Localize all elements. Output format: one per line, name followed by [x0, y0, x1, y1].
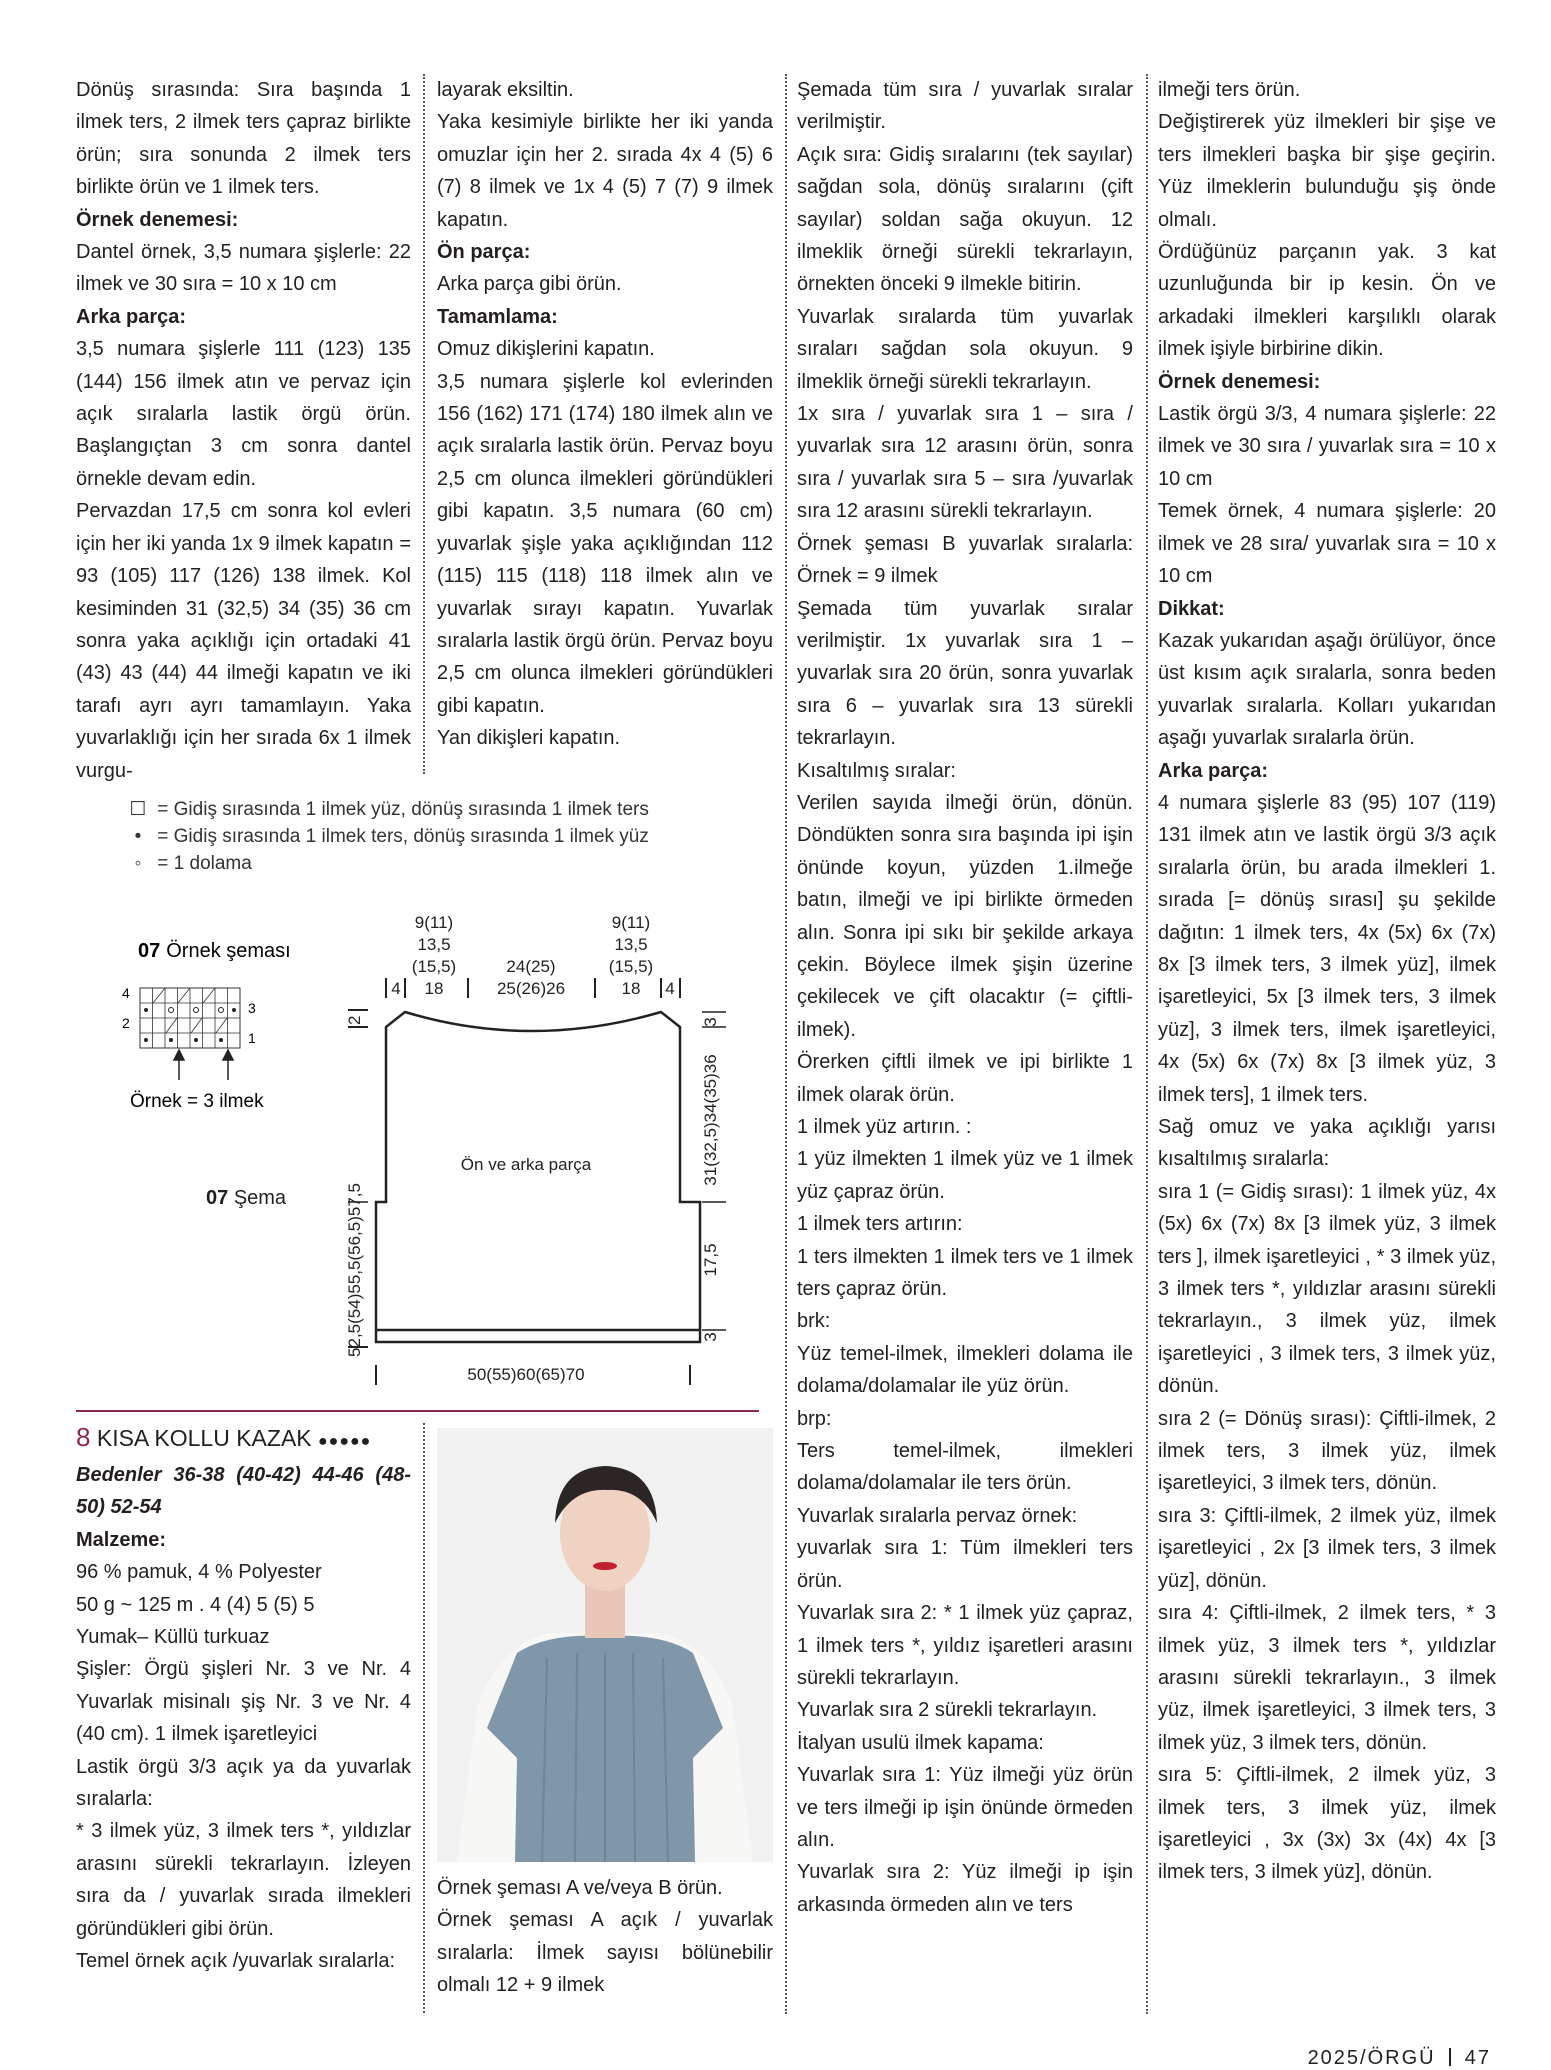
paragraph: Örnek şeması B yuvarlak sıralarla: Örnek = 9 ilmek — [797, 532, 1133, 588]
row-number: 1 — [248, 1030, 256, 1046]
dimension-label: 3 — [701, 1017, 720, 1027]
pattern-name: KISA KOLLU KAZAK — [96, 1425, 312, 1451]
paragraph: Örnek şeması A ve/veya B örün. — [437, 1877, 723, 1899]
dimension-label: 25(26)26 — [496, 979, 566, 998]
paragraph: Yan dikişleri kapatın. — [437, 727, 621, 750]
footer-divider — [1449, 2048, 1451, 2066]
dimension-label: (15,5) — [411, 957, 457, 976]
paragraph: Temel örnek açık /yuvarlak sıralarla: — [76, 1950, 396, 1973]
text-column-5 — [76, 1423, 411, 1978]
legend-text: = 1 dolama — [157, 853, 252, 874]
paragraph: Yuvarlak sıra 1: Yüz ilmeği yüz örün ve ters ilmeği ip işin önünde örmeden alın. — [797, 1764, 1133, 1851]
paragraph: 1x sıra / yuvarlak sıra 1 – sıra / yuvarlak sıra 12 arasını örün, sonra sıra / yuvarlak sıra 5 – sıra /yuvarlak sıra 12 arasını sürekli tekrarlayın. — [797, 403, 1133, 523]
difficulty-rating: ●●●●● — [318, 1433, 372, 1450]
paragraph: Yumak– Küllü turkuaz — [76, 1626, 270, 1649]
text-column-2 — [437, 74, 773, 755]
paragraph: Yuvarlak sıralarla pervaz örnek: — [797, 1504, 1078, 1527]
paragraph: Temek örnek, 4 numara şişlerle: 20 ilmek ve 28 sıra/ yuvarlak sıra = 10 x 10 cm — [1158, 500, 1496, 588]
dimension-label: 18 — [621, 979, 641, 998]
row-number: 4 — [122, 985, 130, 1001]
yarn-over-symbol: ◦ — [134, 853, 142, 874]
dimension-label: 9(11) — [611, 913, 651, 932]
section-heading: Arka parça: — [1158, 759, 1269, 782]
pattern-number: 8 — [76, 1422, 91, 1452]
chart-title: 07 Örnek şeması — [138, 940, 291, 962]
piece-label: Ön ve arka parça — [460, 1155, 592, 1174]
page-footer — [1308, 2047, 1491, 2070]
section-heading: Ön parça: — [437, 241, 531, 264]
text-column-6 — [437, 1872, 773, 2002]
text-column-4 — [1158, 74, 1496, 1889]
paragraph: sıra 2 (= Dönüş sırası): Çiftli-ilmek, 2 ilmek ters, 3 ilmek yüz, ilmek işaretleyici, 3 ilmek ters, dönün. — [1158, 1407, 1496, 1495]
row-number: 2 — [122, 1015, 130, 1031]
dimension-label: 4 — [391, 979, 401, 998]
paragraph: Lastik örgü 3/3, 4 numara şişlerle: 22 ilmek ve 30 sıra / yuvarlak sıra = 10 x 10 cm — [1158, 403, 1496, 490]
paragraph: 1 ilmek ters artırın: — [797, 1213, 963, 1236]
paragraph: Kazak yukarıdan aşağı örülüyor, önce üst kısım açık sıralarla, sonra beden yuvarlak sıralarla. Kolları yukarıdan aşağı yuvarlak sıralarla örün. — [1158, 629, 1496, 750]
paragraph: 3,5 numara şişlerle kol evlerinden 156 (162) 171 (174) 180 ilmek alın ve açık sıralarla lastik örün. Pervaz boyu 2,5 cm olunca ilmekleri göründükleri gibi kapatın. 3,5 numara (60 cm) yuvarlak şişle yaka açıklığından 112 (115) 115 (118) 118 ilmek alın ve yuvarlak sırayı kapatın. Yuvarlak sıralarla lastik örgü örün. Pervaz boyu 2,5 cm olunca ilmekleri göründükleri gibi kapatın. — [437, 370, 773, 717]
paragraph: sıra 3: Çiftli-ilmek, 2 ilmek yüz, ilmek işaretleyici , 2x [3 ilmek ters, 3 ilmek yüz], dönün. — [1158, 1504, 1496, 1592]
paragraph: Pervazdan 17,5 cm sonra kol evleri için her iki yanda 1x 9 ilmek kapatın = 93 (105) 117 (126) 138 ilmek. Kol kesiminden 31 (32,5) 34 (35) 36 cm sonra yaka açıklığı için ortadaki 41 (43) 43 (44) 44 ilmeği kapatın ve iki tarafı ayrı ayrı tamamlayın. Yaka yuvarlaklığı için her sırada 6x 1 ilmek vurgu- — [76, 500, 411, 782]
paragraph: 50 g ~ 125 m . 4 (4) 5 (5) 5 — [76, 1593, 315, 1616]
section-heading: Dikkat: — [1158, 597, 1225, 620]
column-divider — [423, 74, 425, 774]
section-rule — [76, 1410, 759, 1412]
paragraph: Değiştirerek yüz ilmekleri bir şişe ve ters ilmekleri başka bir şişe geçirin. Yüz ilmeklerin bulunduğu şiş önde olmalı. — [1158, 111, 1496, 231]
dot-symbol: • — [134, 826, 142, 847]
paragraph: Yuvarlak sıra 2: * 1 ilmek yüz çapraz, 1 ilmek ters *, yıldız işaretleri arasını sürekli tekrarlayın. — [797, 1602, 1133, 1689]
paragraph: brk: — [797, 1310, 831, 1333]
magazine-name: 2025/ÖRGÜ — [1307, 2047, 1436, 2069]
paragraph: ilmeği ters örün. — [1158, 79, 1301, 101]
legend-text: = Gidiş sırasında 1 ilmek ters, dönüş sırasında 1 ilmek yüz — [157, 826, 649, 847]
paragraph: Örerken çiftli ilmek ve ipi birlikte 1 ilmek olarak örün. — [797, 1051, 1133, 1106]
paragraph: Ördüğünüz parçanın yak. 3 kat uzunluğunda bir ip kesin. Ön ve arkadaki ilmekleri karşılıklı olarak ilmek işiyle birbirine dikin. — [1158, 241, 1496, 361]
section-heading: Örnek denemesi: — [76, 208, 239, 231]
model-photo — [437, 1428, 773, 1862]
dimension-label: (15,5) — [608, 957, 654, 976]
paragraph: 96 % pamuk, 4 % Polyester — [76, 1561, 322, 1584]
dimension-label: 17,5 — [701, 1243, 720, 1277]
dimension-label: 13,5 — [417, 935, 451, 954]
legend-text: = Gidiş sırasında 1 ilmek yüz, dönüş sırasında 1 ilmek ters — [157, 799, 649, 820]
paragraph: Omuz dikişlerini kapatın. — [437, 338, 655, 361]
paragraph: 1 ilmek yüz artırın. : — [797, 1116, 972, 1138]
paragraph: Dantel örnek, 3,5 numara şişlerle: 22 ilmek ve 30 sıra = 10 x 10 cm — [76, 241, 411, 296]
paragraph: Yüz temel-ilmek, ilmekleri dolama ile dolama/dolamalar ile yüz örün. — [797, 1342, 1133, 1398]
paragraph: 4 numara şişlerle 83 (95) 107 (119) 131 ilmek atın ve lastik örgü 3/3 açık sıralarla örün, bu arada ilmekleri 1. sırada [= dönüş sırası] şu şekilde dağıtın: 1 ilmek ters, 4x (5x) 6x (7x) 8x [3 ilmek ters, 3 ilmek yüz], ilmek işaretleyici, 5x [3 ilmek ters, 3 ilmek yüz], 3 ilmek ters, ilmek işaretleyici, 4x (5x) 6x (7x) 8x [3 ilmek yüz, 3 ilmek ters], 1 ilmek ters. — [1158, 791, 1496, 1106]
paragraph: Ters temel-ilmek, ilmekleri dolama/dolamalar ile ters örün. — [797, 1440, 1133, 1495]
paragraph: Yaka kesimiyle birlikte her iki yanda omuzlar için her 2. sırada 4x 4 (5) 6 (7) 8 ilmek ve 1x 4 (5) 7 (7) 9 ilmek kapatın. — [437, 111, 773, 231]
paragraph: Dönüş sırasında: Sıra başında 1 ilmek ters, 2 ilmek ters çapraz birlikte örün; sıra sonunda 2 ilmek ters birlikte örün ve 1 ilmek ters. — [76, 79, 411, 199]
paragraph: Verilen sayıda ilmeği örün, dönün. Döndükten sonra sıra başında ipi işin önünde koyun, yüzden 1.ilmeğe batın, ilmeği ve ipi birlikte örmeden alın. Sonra ipi sıkı bir şekilde arkaya çekin. Böylece ilmek şişin üzerine çekilecek ve çift olacaktır (= çiftli-ilmek). — [797, 791, 1133, 1041]
dimension-label: 13,5 — [614, 935, 648, 954]
paragraph: Şemada tüm yuvarlak sıralar verilmiştir. 1x yuvarlak sıra 1 – yuvarlak sıra 20 örün, sonra yuvarlak sıra 6 – yuvarlak sıra 13 sürekli tekrarlayın. — [797, 597, 1133, 750]
row-number: 3 — [248, 1000, 256, 1016]
paragraph: layarak eksiltin. — [437, 79, 574, 101]
dimension-label: 4 — [665, 979, 675, 998]
legend-row — [124, 823, 649, 850]
dimension-label: 52,5(54)55,5(56,5)57,5 — [345, 1183, 364, 1357]
paragraph: yuvarlak sıra 1: Tüm ilmekleri ters örün. — [797, 1537, 1133, 1592]
column-divider — [423, 1423, 425, 2013]
paragraph: brp: — [797, 1407, 832, 1430]
paragraph: İtalyan usulü ilmek kapama: — [797, 1731, 1044, 1754]
section-heading: Tamamlama: — [437, 305, 558, 328]
paragraph: Şemada tüm sıra / yuvarlak sıralar verilmiştir. — [797, 79, 1133, 134]
paragraph: Yuvarlak sıra 2 sürekli tekrarlayın. — [797, 1699, 1098, 1722]
paragraph: Yuvarlak sıralarda tüm yuvarlak sıraları sağdan sola okuyun. 9 ilmeklik örneği sürekli tekrarlayın. — [797, 305, 1133, 393]
paragraph: sıra 4: Çiftli-ilmek, 2 ilmek ters, * 3 ilmek yüz, 3 ilmek ters *, yıldızlar arasını sürekli tekrarlayın., 3 ilmek yüz, ilmek işaretleyici, 3 ilmek ters, 3 ilmek yüz, 3 ilmek ters, dönün. — [1158, 1602, 1496, 1754]
dimension-label: 50(55)60(65)70 — [467, 1365, 585, 1384]
section-heading: Örnek denemesi: — [1158, 370, 1321, 393]
paragraph: Örnek şeması A açık / yuvarlak sıralarla: İlmek sayısı bölünebilir olmalı 12 + 9 ilmek — [437, 1909, 773, 1997]
paragraph: Şişler: Örgü şişleri Nr. 3 ve Nr. 4 Yuvarlak misinalı şiş Nr. 3 ve Nr. 4 (40 cm). 1 ilmek işaretleyici — [76, 1658, 411, 1746]
legend-row — [124, 796, 649, 823]
garment-schematic — [330, 910, 750, 1390]
paragraph: 3,5 numara şişlerle 111 (123) 135 (144) 156 ilmek atın ve pervaz için açık sıralarla lastik örgü örün. Başlangıçtan 3 cm sonra dantel örnekle devam edin. — [76, 338, 411, 490]
dimension-label: 9(11) — [414, 913, 454, 932]
dimension-label: 31(32,5)34(35)36 — [701, 1054, 720, 1186]
section-heading: Arka parça: — [76, 305, 187, 328]
paragraph: Arka parça gibi örün. — [437, 273, 622, 296]
text-column-3 — [797, 74, 1133, 1921]
dimension-label: 2 — [345, 1015, 364, 1025]
schema-label: Şema — [233, 1187, 287, 1209]
dimension-label: 3 — [701, 1332, 720, 1342]
paragraph: Yuvarlak sıra 2: Yüz ilmeği ip işin arkasında örmeden alın ve ters — [797, 1861, 1133, 1916]
symbol-legend — [124, 796, 649, 877]
paragraph: Kısaltılmış sıralar: — [797, 759, 956, 782]
legend-row — [124, 850, 649, 877]
column-divider — [1146, 74, 1148, 2014]
column-divider — [785, 74, 787, 2014]
text-column-1 — [76, 74, 411, 787]
paragraph: * 3 ilmek yüz, 3 ilmek ters *, yıldızlar arasını sürekli tekrarlayın. İzleyen sıra da / yuvarlak sırada ilmekleri göründükleri gibi örün. — [76, 1820, 411, 1940]
paragraph: 1 ters ilmekten 1 ilmek ters ve 1 ilmek ters çapraz örün. — [797, 1245, 1133, 1301]
dimension-label: 24(25) — [506, 957, 556, 976]
paragraph: Sağ omuz ve yaka açıklığı yarısı kısaltılmış sıralarla: — [1158, 1116, 1496, 1171]
schema-number: 07 — [206, 1187, 229, 1209]
paragraph: 1 yüz ilmekten 1 ilmek yüz ve 1 ilmek yüz çapraz örün. — [797, 1148, 1133, 1203]
paragraph: Açık sıra: Gidiş sıralarını (tek sayılar) sağdan sola, dönüş sıralarını (çift sayılar) soldan sağa okuyun. 12 ilmeklik örneği sürekli tekrarlayın, örnekten önceki 9 ilmekle bitirin. — [797, 143, 1133, 296]
schema-title — [206, 1187, 286, 1210]
dimension-label: 18 — [424, 979, 444, 998]
paragraph: sıra 1 (= Gidiş sırası): 1 ilmek yüz, 4x (5x) 6x (7x) 8x [3 ilmek yüz, 3 ilmek ters ], ilmek işaretleyici , * 3 ilmek yüz, 3 ilmek ters *, yıldızlar arasını sürekli tekrarlayın., 3 ilmek yüz, ilmek işaretleyici , 3 ilmek ters, 3 ilmek yüz, dönün. — [1158, 1180, 1496, 1398]
section-heading: Malzeme: — [76, 1528, 167, 1551]
repeat-label: Örnek = 3 ilmek — [130, 1091, 264, 1110]
section-heading: Bedenler 36-38 (40-42) 44-46 (48-50) 52-54 — [76, 1464, 411, 1519]
paragraph: sıra 5: Çiftli-ilmek, 2 ilmek yüz, 3 ilmek ters, 3 ilmek yüz, ilmek işaretleyici , 3x (3x) 3x (4x) 4x [3 ilmek ters, 3 ilmek yüz], dönün. — [1158, 1764, 1496, 1884]
purl-knit-symbol: ☐ — [129, 799, 147, 820]
paragraph: Lastik örgü 3/3 açık ya da yuvarlak sıralarla: — [76, 1755, 411, 1811]
stitch-chart — [110, 930, 340, 1110]
page-number: 47 — [1464, 2047, 1491, 2069]
